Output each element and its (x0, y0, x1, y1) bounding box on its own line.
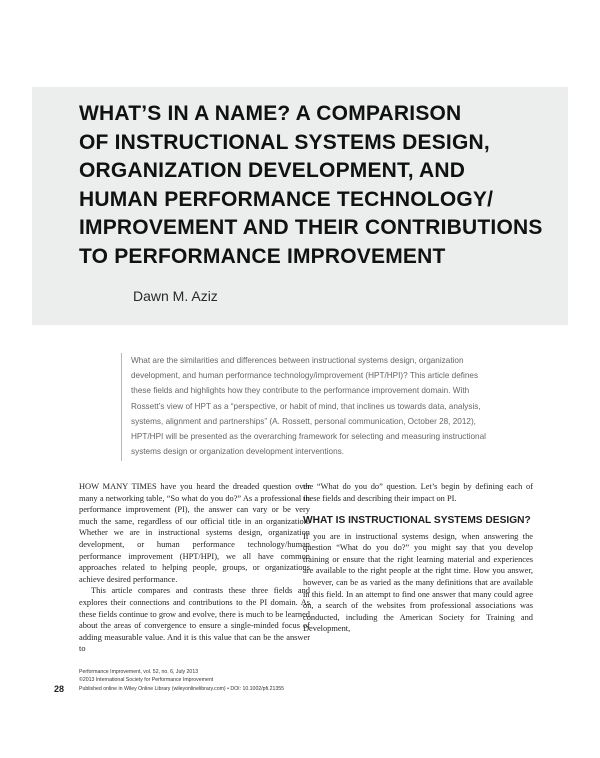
page-number: 28 (54, 684, 65, 694)
copyright-line: ©2013 International Society for Performance Improvement (79, 677, 214, 684)
journal-citation: Performance Improvement, vol. 52, no. 6, July 2013 (79, 669, 199, 675)
article-title: WHAT’S IN A NAME? A COMPARISON OF INSTRUCTIONAL SYSTEMS DESIGN, ORGANIZATION DEVELOPMENT, AND HUMAN PERFORMANCE TECHNOLOGY/ IMPROVEMENT AND THEIR CONTRIBUTIONS TO PERFORMANCE IMPROVEMENT (79, 102, 543, 268)
body-paragraph: This article compares and contrasts these three fields and explores their connections and contributions to the PI domain. As these fields continue to grow and evolve, there is much to be learned about the areas of convergence to ensure a single-minded focus of adding measurable value. And it is this value that can be the answer to (79, 586, 310, 654)
body-column-left (79, 481, 310, 655)
footer-info (79, 668, 339, 693)
author-name: Dawn M. Aziz (133, 288, 218, 304)
body-column-right (303, 481, 533, 635)
body-paragraph: HOW MANY TIMES have you heard the dreaded question over many a networking table, “So what do you do?” As a professional in performance improvement (PI), the answer can vary or be very much the same, regardless of our official title in an organization. Whether we are in instructional systems design, organization development, or human performance technology/human performance improvement (HPT/HPI), we all have common approaches related to helping people, groups, or organizations achieve desired performance. (79, 482, 310, 584)
publication-line: Published online in Wiley Online Library (wileyonlinelibrary.com) • DOI: 10.1002/pfi.21355 (79, 685, 284, 692)
abstract: What are the similarities and differences between instructional systems design, organization development, and human performance technology/improvement (HPT/HPI)? This article defines these fields and highlights how they contribute to the performance improvement domain. With Rossett’s view of HPT as a “perspective, or habit of mind, that inclines us towards data, analysis, systems, alignment and partnerships” (A. Rossett, personal communication, October 28, 2012), HPT/HPI will be presented as the overarching framework for selecting and measuring instructional systems design or organization development interventions. (131, 356, 486, 457)
section-heading: WHAT IS INSTRUCTIONAL SYSTEMS DESIGN? (303, 515, 531, 527)
body-paragraph: If you are in instructional systems design, when answering the question “What do you do?” you might say that you develop training or ensure that the right learning material and experiences are available to the right people at the right time. How you answer, however, can be as varied as the many definitions that are available in this field. In an attempt to find one answer that many could agree on, a search of the websites from professional associations was conducted, including the American Society for Training and Development, (303, 531, 533, 634)
body-paragraph: the “What do you do” question. Let’s begin by defining each of these fields and describing their impact on PI. (303, 482, 533, 503)
abstract-rule (121, 353, 122, 461)
